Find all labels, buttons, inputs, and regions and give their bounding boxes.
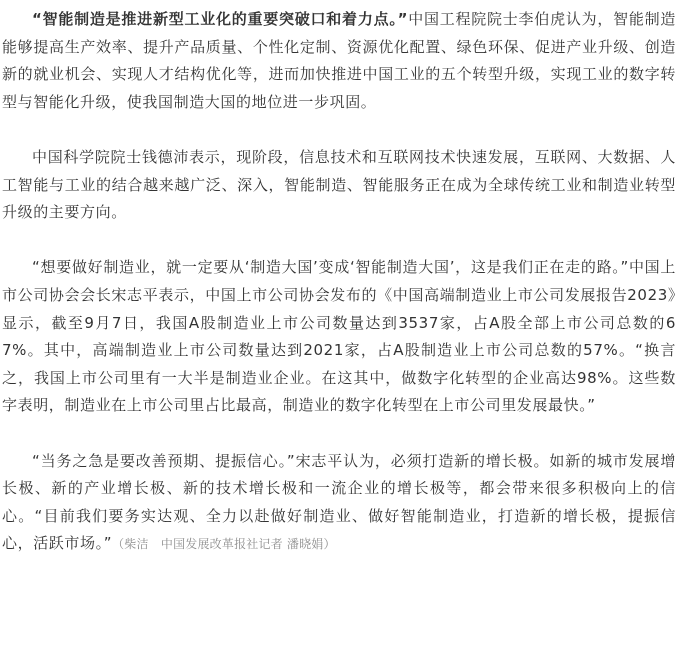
paragraph-4 [2, 448, 676, 559]
paragraph-gap [2, 420, 676, 448]
paragraph-1 [2, 6, 676, 116]
paragraph-1-body: 中国工程院院士李伯虎认为，智能制造能够提高生产效率、提升产品质量、个性化定制、资源优化配置、绿色环保、促进产业升级、创造新的就业机会、实现人才结构优化等，进而加快推进中国工业的五个转型升级，实现工业的数字转型与智能化升级，使我国制造大国的地位进一步巩固。 [2, 10, 676, 111]
paragraph-3: “想要做好制造业，就一定要从‘制造大国’变成‘智能制造大国’，这是我们正在走的路。”中国上市公司协会会长宋志平表示，中国上市公司协会发布的《中国高端制造业上市公司发展报告2023》显示，截至9月7日，我国A股制造业上市公司数量达到3537家，占A股全部上市公司总数的67%。其中，高端制造业上市公司数量达到2021家，占A股制造业上市公司总数的57%。“换言之，我国上市公司里有一大半是制造业企业。在这其中，做数字化转型的企业高达98%。这些数字表明，制造业在上市公司里占比最高，制造业的数字化转型在上市公司里发展最快。” [2, 258, 676, 415]
paragraph-gap [2, 227, 676, 255]
paragraph-gap [2, 116, 676, 144]
byline: （柴洁 中国发展改革报社记者 潘晓娟） [112, 537, 336, 552]
paragraph-4-body: “当务之急是要改善预期、提振信心。”宋志平认为，必须打造新的增长极。如新的城市发展增长极、新的产业增长极、新的技术增长极和一流企业的增长极等，都会带来很多积极向上的信心。“目前我们要务实达观、全力以赴做好制造业、做好智能制造业，打造新的增长极，提振信心，活跃市场。” [2, 451, 676, 553]
paragraph-1-lead-quote: “智能制造是推进新型工业化的重要突破口和着力点。” [32, 10, 409, 28]
paragraph-2: 中国科学院院士钱德沛表示，现阶段，信息技术和互联网技术快速发展，互联网、大数据、人工智能与工业的结合越来越广泛、深入，智能制造、智能服务正在成为全球传统工业和制造业转型升级的主要方向。 [2, 147, 676, 222]
